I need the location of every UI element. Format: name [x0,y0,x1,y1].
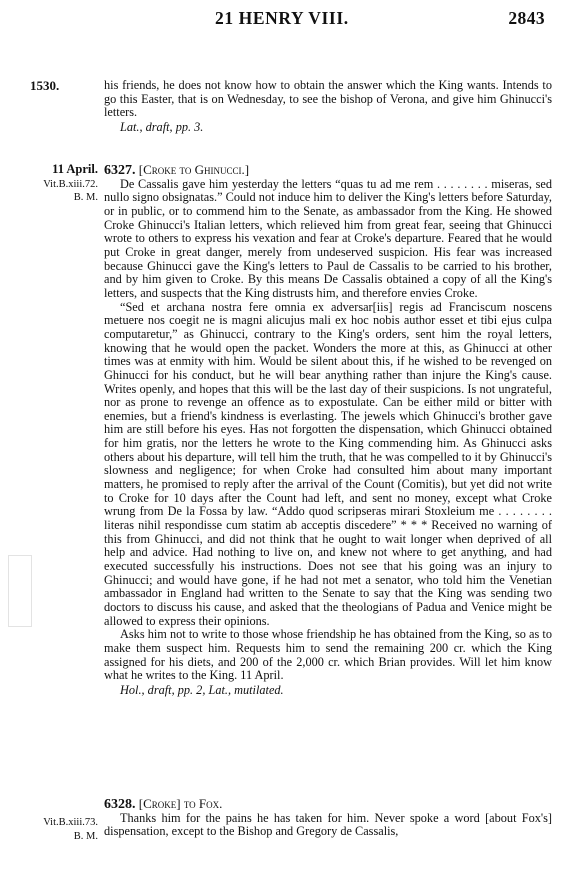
entry-6328-margin [6,816,98,843]
library-stamp [8,555,32,627]
entry-6328-heading [104,797,552,812]
entry-6327-number: 6327. [104,163,136,178]
entry-6328-ref-volume: Vit.B.xiii.73. [43,817,98,828]
entry-6328-title: [Croke] to Fox. [138,796,223,811]
continuation-note: Lat., draft, pp. 3. [120,119,204,134]
entry-6327-note: Hol., draft, pp. 2, Lat., mutilated. [120,682,284,697]
continuation-block [104,79,552,135]
entry-6327-ref-volume: Vit.B.xiii.72. [43,178,98,190]
page-number: 2843 [508,8,545,28]
entry-6327-ref-library: B. M. [73,192,98,204]
entry-6328-number: 6328. [104,797,136,812]
entry-6328-paragraph: Thanks him for the pains he has taken for him. Never spoke a word [about Fox's] dispensation, except to the Bishop and Gregory de Cassalis, [104,810,552,839]
entry-6327-date: 11 April. [52,162,98,176]
continuation-text: his friends, he does not know how to obtain the answer which the King wants. Intends to go this Easter, that is on Wednesday, to see the bishop of Verona, and give him Ghinucci's letters. [104,78,552,120]
running-title: 21 HENRY VIII. [215,8,349,28]
entry-6327-margin [6,163,98,205]
entry-6327-heading [104,163,552,178]
year-marker: 1530. [30,78,60,93]
entry-6327-paragraph-2: “Sed et archana nostra fere omnia ex adversar[iis] regis ad Franciscum noscens metuere nos coegit ne is magni alicujus mali ex hoc nobis author esset et tibi ejus culpa computaretur,” as Ghinucci, contrary to the King's orders, sent him the royal letters, knowing that he would open the packet. Wonders the more at this, as Ghinucci at other times was at enmity with him. Would be silent about this, if he wished to be revenged on Ghinucci for his conduct, but he will bear anything rather than injure the King's cause. Writes openly, and hopes that this will be the last day of their suspicions. Is not ungrateful, nor as prone to revenge an offence as to expostulate. Can be either mild or bitter with enemies, but a friend's kindness is everlasting. The jewels which Ghinucci's brother gave him are still before his eyes. Has not forgotten the dispensation, which Ghinucci obtained for him gratis, nor the letters he wrote to the King commending him. As Ghinucci asks others about his departure, will tell him the truth, that he was compelled to it by Ghinucci's slowness and negligence; for when Croke had consulted him about many important matters, he promised to reply after the arrival of the Count (Comitis), but yet did not write to Croke for 10 days after the Count had left, and sent no money, except what Croke wrung from De la Fossa by law. “Addo quod scripseras mirari Stoxleium me . . . . . . . . literas nihil respondisse cum statim ab acceptis discedere” * * * Received no warning of this from Ghinucci, and did not think that he ought to wait longer when deprived of all help and advice. Had nothing to live on, and knew not where to get anything, and had executed successfully his instructions. Does not see that his going was an injury to Ghinucci; and would have gone, if he had not met a senator, who told him the Venetian ambassador in England had written to the Senate to say that the King was sending two doctors to discuss his cause, and asked that the theologians of Padua and Venice might be allowed to express their opinions. [104,299,552,628]
entry-6327-title: [Croke to Ghinucci.] [138,162,250,177]
entry-6327 [104,163,552,698]
entry-6327-paragraph-3: Asks him not to write to those whose friendship he has obtained from the King, so as to make them suspect him. Requests him to send the remaining 200 cr. which the King assigned for his diets, and 200 of the 2,000 cr. which Brian provides. Will let him know what he writes to the King. 11 April. [104,627,552,683]
entry-6328-ref-library: B. M. [73,830,98,842]
running-header [0,8,567,34]
entry-6328 [104,797,552,839]
entry-6327-paragraph-1: De Cassalis gave him yesterday the letters “quas tu ad me rem . . . . . . . . miseras, sed nullo signo obsignatas.” Could not induce him to deliver the King's letters before Saturday, or in public, or to commend him to the Senate, as ambassador from the King. He showed Croke Ghinucci's Italian letters, which relieved him from great fear, seeing that Ghinucci wrote to others to express his vexation and fear at Croke's departure. Feared that he would put Croke in great danger, merely from undeserved suspicion. His fear was increased because Ghinucci gave the King's letters to Paul de Cassalis to be carried to his brother, and by him given to Croke. By this means De Cassalis obtained a copy of all the King's letters, and suspects that the King distrusts him, and therefore envies Croke. [104,176,552,300]
